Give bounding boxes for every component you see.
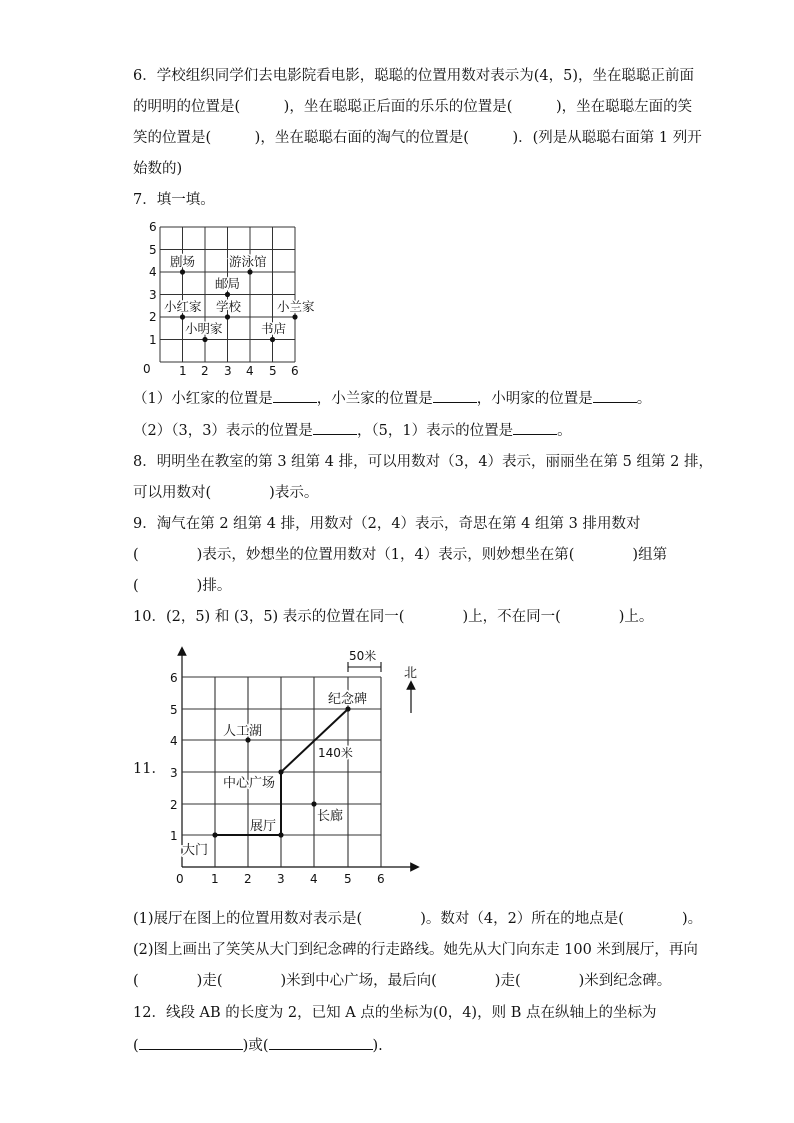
y-tick-2: 2: [149, 310, 157, 324]
x-tick-6: 6: [291, 364, 299, 378]
answer-blank[interactable]: [593, 388, 637, 403]
x-tick-1: 1: [211, 872, 219, 886]
x-tick-2: 2: [201, 364, 209, 378]
y-tick-3: 3: [149, 288, 157, 302]
q9-line3: ( )排。: [133, 578, 232, 594]
label-xiaolanjia: 小兰家: [277, 299, 315, 314]
q7-title: 7．填一填。: [133, 192, 215, 208]
q8-line1: 8．明明坐在教室的第 3 组第 4 排，可以用数对（3，4）表示，丽丽坐在第 5 组第 2 排，: [133, 454, 713, 470]
label-damen: 大门: [182, 843, 209, 858]
label-juchang: 剧场: [170, 254, 196, 269]
q12-close: ).: [372, 1038, 383, 1054]
scale-bar: [348, 662, 381, 672]
point-damen: [212, 832, 217, 837]
label-xuexiao: 学校: [216, 299, 242, 314]
x-tick-0: 0: [143, 362, 151, 376]
point-xiaomingjia: [202, 337, 207, 342]
q9-line1: 9．淘气在第 2 组第 4 排，用数对（2，4）表示，奇思在第 4 组第 3 排用数对: [133, 516, 641, 532]
q7-sub2-text-a: （2）（3，3）表示的位置是: [133, 423, 313, 439]
q7-sub1: [133, 388, 651, 409]
position-grid-figure: [135, 215, 335, 380]
label-jinianbei: 纪念碑: [328, 692, 368, 707]
q6-line4: 始数的): [133, 161, 183, 177]
label-xiaohongjia: 小红家: [164, 299, 202, 314]
q7-sub2: [133, 420, 572, 441]
q9-line2: ( )表示，妙想坐的位置用数对（1，4）表示，则妙想坐在第( )组第: [133, 547, 668, 563]
label-distance-140: 140米: [318, 746, 353, 760]
label-rengonghu: 人工湖: [223, 724, 263, 739]
q7-sub1-text-c: ，小明家的位置是: [476, 391, 593, 407]
q12-open: (: [133, 1038, 139, 1054]
x-tick-3: 3: [224, 364, 232, 378]
y-tick-5: 5: [170, 703, 178, 717]
route-map-figure: [165, 643, 425, 888]
point-zhanting: [278, 832, 283, 837]
q7-sub2-text-c: 。: [557, 423, 572, 439]
point-youyongguan: [247, 269, 252, 274]
y-tick-1: 1: [170, 829, 178, 843]
q6-line3: 笑的位置是( )，坐在聪聪右面的淘气的位置是( )．(列是从聪聪右面第 1 列开: [133, 130, 702, 146]
label-zhanting: 展厅: [250, 819, 277, 834]
y-tick-2: 2: [170, 798, 178, 812]
point-youju: [225, 292, 230, 297]
q7-sub2-text-b: ，（5，1）表示的位置是: [356, 423, 514, 439]
q7-sub1-text-d: 。: [636, 391, 652, 407]
y-tick-5: 5: [149, 243, 157, 257]
point-zhongxinguangchang: [278, 769, 283, 774]
point-changlang: [311, 801, 316, 806]
y-tick-6: 6: [149, 220, 157, 234]
x-tick-3: 3: [277, 872, 285, 886]
q11-sub2-line1: (2)图上画出了笑笑从大门到纪念碑的行走路线。她先从大门向东走 100 米到展厅，再向: [133, 942, 698, 958]
north-label: 北: [404, 666, 418, 681]
y-tick-3: 3: [170, 766, 178, 780]
answer-blank[interactable]: [513, 420, 557, 435]
q11-sub2-line2: ( )走( )米到中心广场，最后向( )走( )米到纪念碑。: [133, 973, 672, 989]
x-tick-1: 1: [179, 364, 187, 378]
y-tick-6: 6: [170, 671, 178, 685]
q7-sub1-text-b: ，小兰家的位置是: [316, 391, 433, 407]
x-tick-4: 4: [310, 872, 318, 886]
q12-line1: 12．线段 AB 的长度为 2，已知 A 点的坐标为(0，4)，则 B 点在纵轴上的坐标为: [133, 1005, 657, 1021]
q7-sub1-text-a: （1）小红家的位置是: [133, 391, 273, 407]
point-shudian: [270, 337, 275, 342]
point-xiaohongjia: [180, 314, 185, 319]
x-tick-5: 5: [269, 364, 277, 378]
answer-blank[interactable]: [313, 420, 357, 435]
y-tick-4: 4: [149, 265, 157, 279]
q11-sub1: (1)展厅在图上的位置用数对表示是( )。数对（4，2）所在的地点是( )。: [133, 911, 703, 927]
point-xiaolanjia: [292, 314, 297, 319]
x-tick-4: 4: [246, 364, 254, 378]
q8-line2: 可以用数对( )表示。: [133, 485, 319, 501]
label-xiaomingjia: 小明家: [185, 321, 223, 336]
point-juchang: [180, 269, 185, 274]
q10-line1: 10．(2，5) 和 (3，5) 表示的位置在同一( )上，不在同一( )上。: [133, 609, 654, 625]
label-shudian: 书店: [261, 321, 287, 336]
label-zhongxinguangchang: 中心广场: [223, 776, 276, 791]
x-tick-6: 6: [377, 872, 385, 886]
y-tick-1: 1: [149, 333, 157, 347]
scale-label: 50米: [349, 649, 377, 663]
q12-line2: [133, 1035, 383, 1056]
answer-blank[interactable]: [433, 388, 477, 403]
x-tick-0: 0: [176, 872, 184, 886]
q12-mid: )或(: [242, 1038, 269, 1054]
y-tick-4: 4: [170, 734, 178, 748]
answer-blank[interactable]: [269, 1035, 373, 1050]
q11-number: 11．: [133, 761, 166, 777]
x-tick-2: 2: [244, 872, 252, 886]
answer-blank[interactable]: [273, 388, 317, 403]
label-youju: 邮局: [215, 276, 241, 291]
label-changlang: 长廊: [317, 809, 344, 824]
q6-line1: 6．学校组织同学们去电影院看电影，聪聪的位置用数对表示为(4，5)，坐在聪聪正前面: [133, 68, 694, 84]
answer-blank[interactable]: [139, 1035, 243, 1050]
point-xuexiao: [225, 314, 230, 319]
label-youyongguan: 游泳馆: [229, 254, 267, 269]
x-tick-5: 5: [344, 872, 352, 886]
point-jinianbei: [345, 706, 350, 711]
q6-line2: 的明明的位置是( )，坐在聪聪正后面的乐乐的位置是( )，坐在聪聪左面的笑: [133, 99, 693, 115]
